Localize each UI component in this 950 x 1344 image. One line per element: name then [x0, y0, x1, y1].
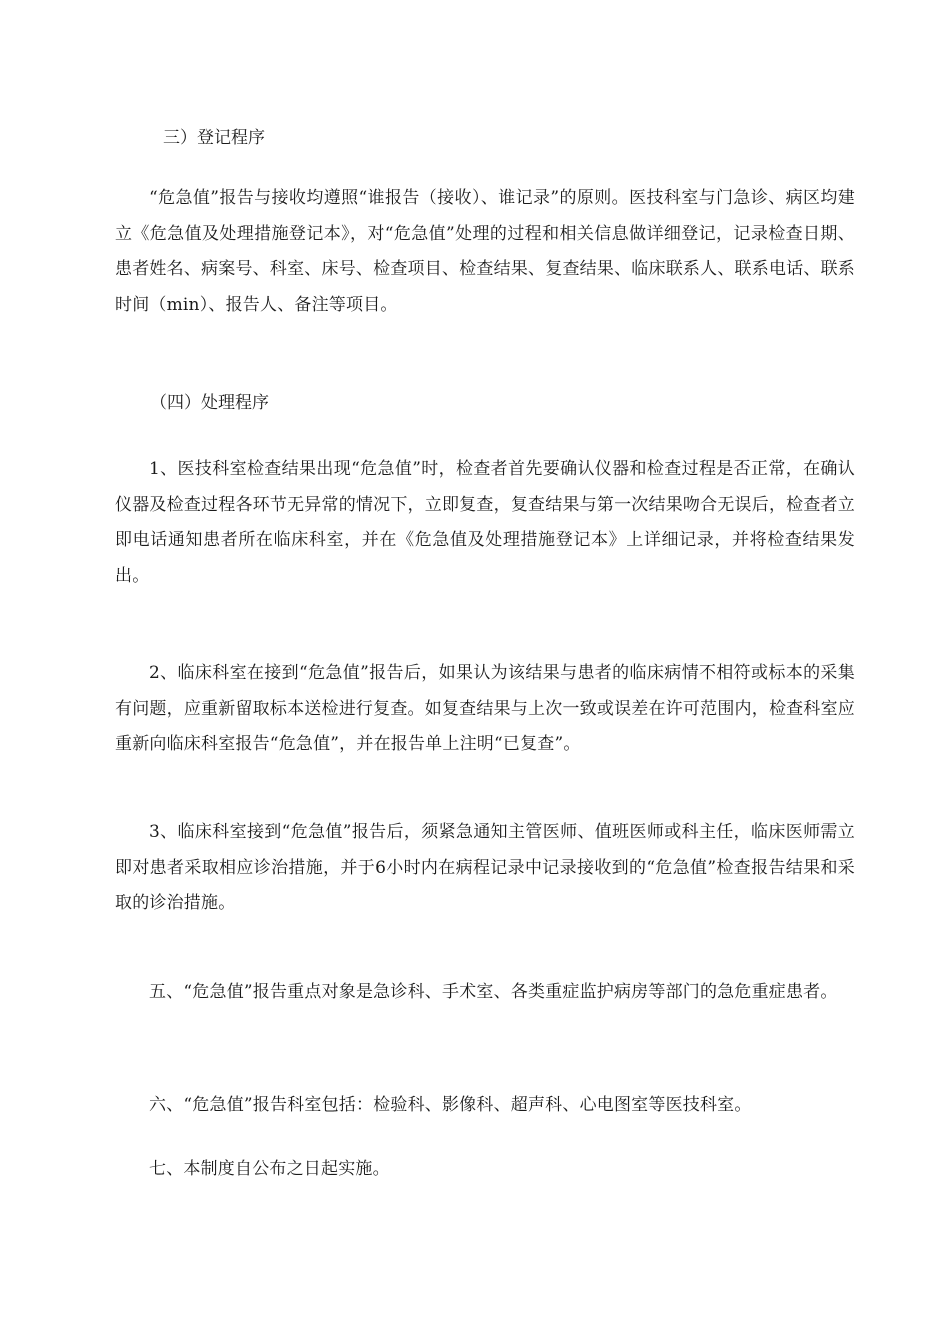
item-6-paragraph: 六、“危急值”报告科室包括：检验科、影像科、超声科、心电图室等医技科室。 [149, 1095, 752, 1115]
item-5-paragraph: 五、“危急值”报告重点对象是急诊科、手术室、各类重症监护病房等部门的急危重症患者。 [149, 982, 838, 1002]
section-4-heading: （四）处理程序 [150, 393, 269, 413]
section-3-heading: 三）登记程序 [163, 128, 265, 148]
step-3-paragraph: 3、临床科室接到“危急值”报告后，须紧急通知主管医师、值班医师或科主任，临床医师需立即对患者采取相应诊治措施，并于6小时内在病程记录中记录接收到的“危急值”检查报告结果和采取的诊治措施。 [115, 822, 855, 913]
step-1-paragraph: 1、医技科室检查结果出现“危急值”时，检查者首先要确认仪器和检查过程是否正常，在确认仪器及检查过程各环节无异常的情况下，立即复查，复查结果与第一次结果吻合无误后，检查者立即电话通知患者所在临床科室，并在《危急值及处理措施登记本》上详细记录，并将检查结果发出。 [115, 459, 855, 586]
step-2-paragraph: 2、临床科室在接到“危急值”报告后，如果认为该结果与患者的临床病情不相符或标本的采集有问题，应重新留取标本送检进行复查。如复查结果与上次一致或误差在许可范围内，检查科室应重新向临床科室报告“危急值”，并在报告单上注明“已复查”。 [115, 663, 855, 754]
item-7-paragraph: 七、本制度自公布之日起实施。 [149, 1159, 390, 1179]
section-3-body: “危急值”报告与接收均遵照“谁报告（接收）、谁记录”的原则。医技科室与门急诊、病区均建立《危急值及处理措施登记本》，对“危急值”处理的过程和相关信息做详细登记，记录检查日期、患者姓名、病案号、科室、床号、检查项目、检查结果、复查结果、临床联系人、联系电话、联系时间（min）、报告人、备注等项目。 [115, 188, 855, 315]
